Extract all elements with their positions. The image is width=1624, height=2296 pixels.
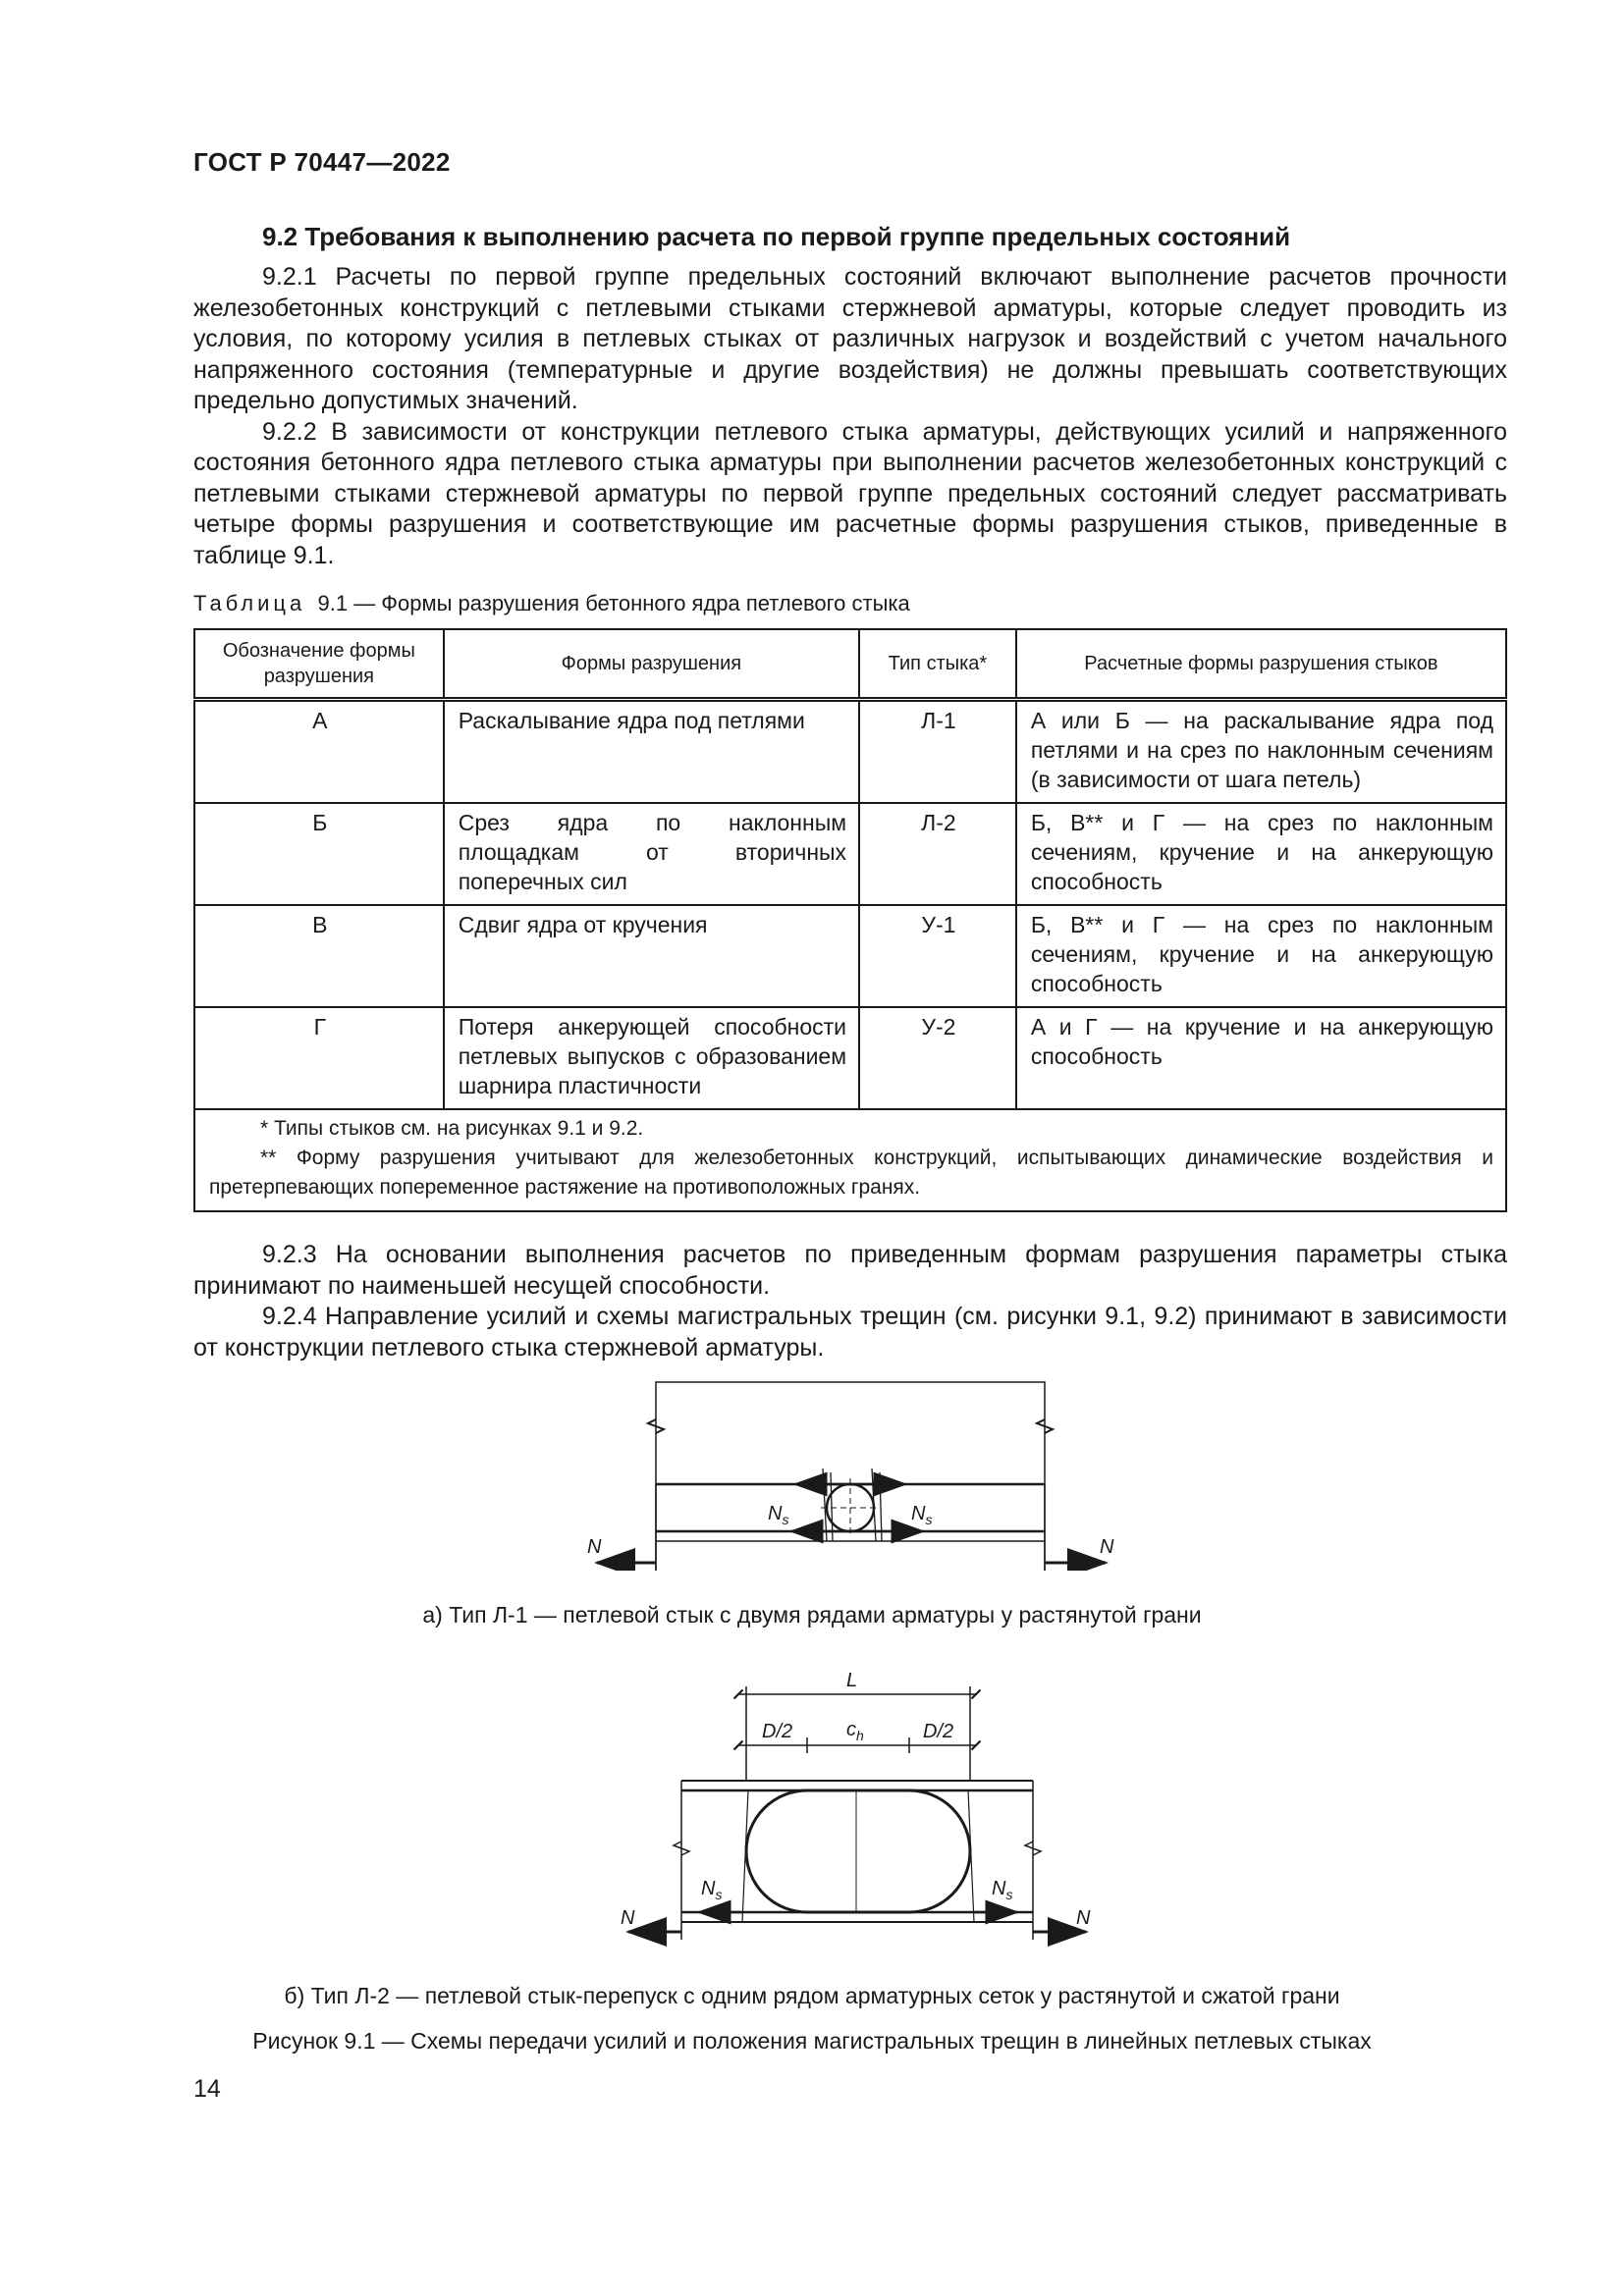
cell-code: Г	[194, 1007, 444, 1109]
table-header-row	[194, 629, 1506, 700]
cell-form: Потеря анкерующей способности петлевых выпусков с образованием шарнира пластичности	[444, 1007, 859, 1109]
table-row	[194, 803, 1506, 905]
after-table-text	[193, 1240, 1507, 1363]
cell-design: А или Б — на раскалывание ядра под петлями и на срез по наклонным сечениям (в зависимости от шага петель)	[1016, 700, 1506, 804]
label-n-right: N	[1100, 1536, 1114, 1558]
label-ch: $c_h$	[846, 1719, 864, 1743]
main-content	[193, 222, 1507, 1363]
paragraph-9-2-2: 9.2.2 В зависимости от конструкции петлевого стыка арматуры, действующих усилий и напряженного состояния бетонного ядра петлевого стыка арматуры при выполнении расчетов железобетонных конструкций с петлевыми стыками стержневой арматуры по первой группе предельных состояний следует рассматривать четыре формы разрушения и соответствующие им расчетные формы разрушения стыков, приведенные в таблице 9.1.	[193, 417, 1507, 569]
figure-b-drawing	[0, 1655, 1624, 1969]
table-row	[194, 1007, 1506, 1109]
label-ns-left: $N_s$	[768, 1503, 789, 1527]
label-n-right: N	[1076, 1907, 1091, 1929]
figure-b-caption: б) Тип Л-2 — петлевой стык-перепуск с одним рядом арматурных сеток у растянутой и сжатой грани	[284, 1983, 1340, 2008]
cell-design: Б, В** и Г — на срез по наклонным сечениям, кручение и на анкерующую способность	[1016, 905, 1506, 1007]
paragraph-9-2-4: 9.2.4 Направление усилий и схемы магистральных трещин (см. рисунки 9.1, 9.2) принимают в зависимости от конструкции петлевого стыка стержневой арматуры.	[193, 1303, 1507, 1362]
figure-a-caption: а) Тип Л-1 — петлевой стык с двумя рядами арматуры у растянутой грани	[422, 1602, 1202, 1628]
section-title: 9.2 Требования к выполнению расчета по первой группе предельных состояний	[262, 222, 1291, 251]
table-row	[194, 905, 1506, 1007]
header-forms: Формы разрушения	[444, 629, 859, 700]
figure-a	[0, 1374, 1624, 1629]
label-d2-left: D/2	[762, 1721, 793, 1742]
cell-form: Раскалывание ядра под петлями	[444, 700, 859, 804]
cell-type: У-2	[859, 1007, 1016, 1109]
cell-type: Л-1	[859, 700, 1016, 804]
label-ns-left: $N_s$	[701, 1878, 723, 1902]
top-slab-outline	[656, 1382, 1045, 1571]
cell-form: Сдвиг ядра от кручения	[444, 905, 859, 1007]
cell-code: В	[194, 905, 444, 1007]
cell-type: Л-2	[859, 803, 1016, 905]
label-ns-right: $N_s$	[911, 1503, 933, 1527]
table-row	[194, 700, 1506, 804]
figure-a-drawing	[0, 1374, 1624, 1571]
label-ns-right: $N_s$	[992, 1878, 1013, 1902]
label-n-left: N	[621, 1907, 635, 1929]
label-n-left: N	[587, 1536, 602, 1558]
header-joint-type: Тип стыка*	[859, 629, 1016, 700]
cell-code: А	[194, 700, 444, 804]
loop-oval	[746, 1790, 970, 1912]
paragraph-9-2-1: 9.2.1 Расчеты по первой группе предельных состояний включают выполнение расчетов прочности железобетонных конструкций с петлевыми стыками стержневой арматуры, которые следует проводить из условия, по которому усилия в петлевых стыках от различных нагрузок и воздействий с учетом начального напряженного состояния (температурные и другие воздействия) не должны превышать соответствующих предельно допустимых значений.	[193, 263, 1507, 414]
cell-type: У-1	[859, 905, 1016, 1007]
cell-design: Б, В** и Г — на срез по наклонным сечениям, кручение и на анкерующую способность	[1016, 803, 1506, 905]
label-d2-right: D/2	[923, 1721, 954, 1742]
page-number: 14	[193, 2075, 221, 2103]
document-code: ГОСТ Р 70447—2022	[193, 147, 451, 177]
cell-code: Б	[194, 803, 444, 905]
table-caption-text: 9.1 — Формы разрушения бетонного ядра петлевого стыка	[317, 591, 910, 615]
table-caption-word: Таблица	[193, 591, 306, 615]
header-designation: Обозначение формы разрушения	[194, 629, 444, 700]
table-notes-row	[194, 1109, 1506, 1211]
table-caption	[193, 591, 1507, 616]
failure-forms-table	[193, 628, 1507, 1212]
label-l: L	[846, 1670, 858, 1691]
table-notes	[194, 1109, 1506, 1211]
header-design-forms: Расчетные формы разрушения стыков	[1016, 629, 1506, 700]
table-note-1: * Типы стыков см. на рисунках 9.1 и 9.2.	[260, 1117, 644, 1140]
figure-title: Рисунок 9.1 — Схемы передачи усилий и положения магистральных трещин в линейных петлевых стыках	[252, 2028, 1372, 2054]
cell-form: Срез ядра по наклонным площадкам от вторичных поперечных сил	[444, 803, 859, 905]
table-note-2: ** Форму разрушения учитывают для железобетонных конструкций, испытывающих динамические воздействия и претерпевающих попеременное растяжение на противоположных гранях.	[209, 1147, 1493, 1199]
paragraph-9-2-3: 9.2.3 На основании выполнения расчетов по приведенным формам разрушения параметры стыка принимают по наименьшей несущей способности.	[193, 1241, 1507, 1300]
cell-design: А и Г — на кручение и на анкерующую способность	[1016, 1007, 1506, 1109]
figure-b	[0, 1655, 1624, 2018]
